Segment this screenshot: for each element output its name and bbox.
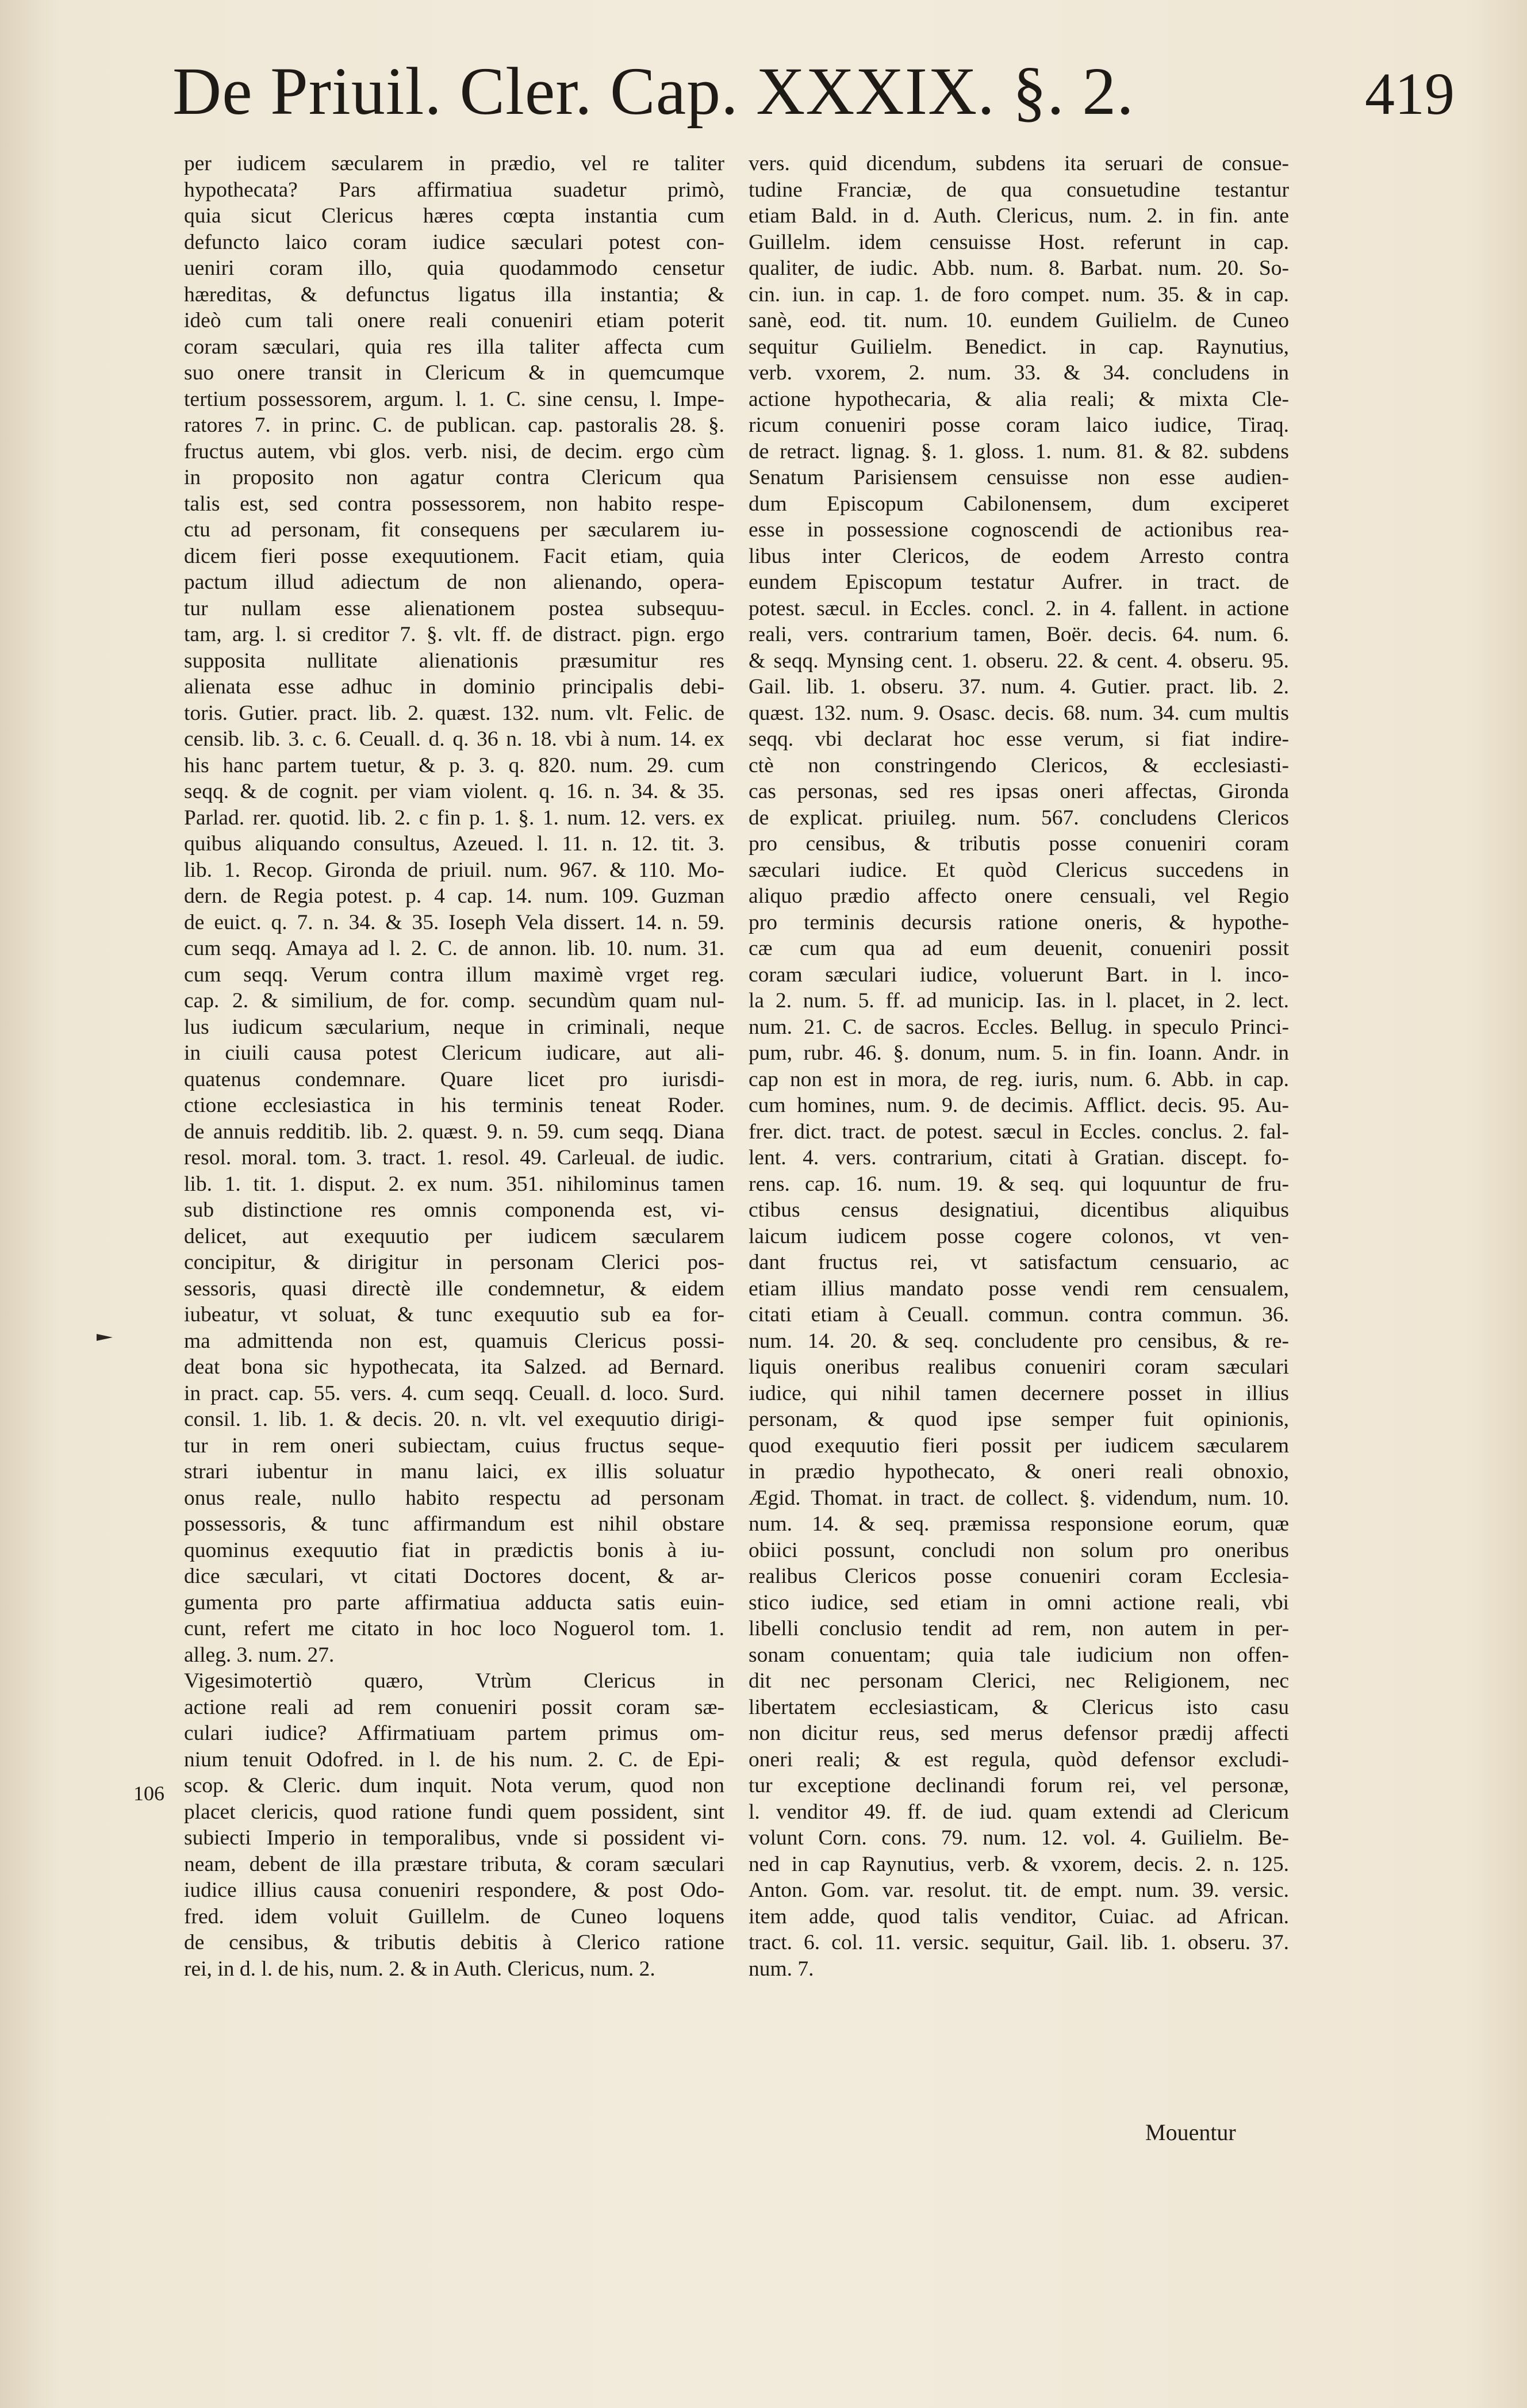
text-line: ctibus census designatiui, dicentibus aliquibus	[749, 1198, 1289, 1222]
text-line: quæst. 132. num. 9. Osasc. decis. 68. num. 34. cum multis	[749, 701, 1289, 725]
text-line: num. 7.	[749, 1957, 814, 1981]
text-line: dit nec personam Clerici, nec Religionem, nec	[749, 1669, 1289, 1693]
text-line: per iudicem sæcularem in prædio, vel re taliter	[184, 152, 724, 175]
text-line: in prædio hypothecato, & oneri reali obnoxio,	[749, 1460, 1289, 1483]
text-line: frer. dict. tract. de potest. sæcul in Eccles. conclus. 2. fal-	[749, 1119, 1289, 1144]
text-line: qualiter, de iudic. Abb. num. 8. Barbat. num. 20. So-	[749, 256, 1289, 280]
text-line: actione reali ad rem conueniri possit coram sæ-	[184, 1695, 724, 1719]
text-line: reali, vers. contrarium tamen, Boër. decis. 64. num. 6.	[749, 623, 1289, 646]
text-line: sæculari iudice. Et quòd Clericus succedens in	[749, 858, 1289, 882]
text-line: in proposito non agatur contra Clericum qua	[184, 466, 724, 489]
text-line: lent. 4. vers. contrarium, citati à Gratian. discept. fo-	[749, 1146, 1289, 1170]
text-line: pro terminis decursis ratione oneris, & hypothe-	[749, 910, 1289, 934]
text-line: scop. & Cleric. dum inquit. Nota verum, quod non	[184, 1774, 724, 1797]
text-line: supposita nullitate alienationis præsumitur res	[184, 649, 724, 673]
right-text-column	[749, 151, 1289, 1982]
left-text-column	[184, 151, 724, 1982]
text-line: cæ cum qua ad eum deuenit, conueniri possit	[749, 937, 1289, 960]
text-line: cap non est in mora, de reg. iuris, num. 6. Abb. in cap.	[749, 1067, 1289, 1091]
text-line: sessoris, quasi directè ille condemnetur, & eidem	[184, 1276, 724, 1301]
text-line: stico iudice, sed etiam in omni actione reali, vbi	[749, 1590, 1289, 1615]
text-line: laicum iudicem posse cogere colonos, vt ven-	[749, 1224, 1289, 1248]
text-line: Senatum Parisiensem censuisse non esse audien-	[749, 466, 1289, 489]
text-line: liquis oneribus realibus conueniri coram sæculari	[749, 1355, 1289, 1379]
text-line: & seqq. Mynsing cent. 1. obseru. 22. & cent. 4. obseru. 95.	[749, 649, 1289, 673]
text-line: volunt Corn. cons. 79. num. 12. vol. 4. Guilielm. Be-	[749, 1826, 1289, 1850]
text-line: quatenus condemnare. Quare licet pro iurisdi-	[184, 1067, 724, 1091]
text-line: obiici possunt, concludi non solum pro oneribus	[749, 1538, 1289, 1562]
text-line: subiecti Imperio in temporalibus, vnde si possident vi-	[184, 1826, 724, 1850]
text-line: tertium possessorem, argum. l. 1. C. sine censu, l. Impe-	[184, 387, 724, 411]
text-line: neam, debent de illa præstare tributa, & coram sæculari	[184, 1852, 724, 1876]
text-line: coram sæculari, quia res illa taliter affecta cum	[184, 335, 724, 359]
page-number: 419	[1365, 61, 1455, 127]
text-line: placet clericis, quod ratione fundi quem possident, sint	[184, 1800, 724, 1824]
text-line: deat bona sic hypothecata, ita Salzed. ad Bernard.	[184, 1355, 724, 1379]
text-line: vers. quid dicendum, subdens ita seruari de consue-	[749, 152, 1289, 175]
text-line: libertatem ecclesiasticam, & Clericus isto casu	[749, 1695, 1289, 1719]
text-line: libus inter Clericos, de eodem Arresto contra	[749, 544, 1289, 568]
text-line: etiam illius mandato posse vendi rem censualem,	[749, 1276, 1289, 1301]
text-line: citati etiam à Ceuall. commun. contra commun. 36.	[749, 1303, 1289, 1326]
text-line: tur in rem oneri subiectam, cuius fructus seque-	[184, 1433, 724, 1458]
text-line: alienata esse adhuc in dominio principalis debi-	[184, 675, 724, 699]
page-header	[172, 53, 1455, 144]
text-line: de explicat. priuileg. num. 567. concludens Clericos	[749, 806, 1289, 830]
text-line: oneri reali; & est regula, quòd defensor excludi-	[749, 1747, 1289, 1772]
text-line: cas personas, sed res ipsas oneri affectas, Gironda	[749, 780, 1289, 803]
text-line: esse in possessione cognoscendi de actionibus rea-	[749, 518, 1289, 542]
text-line: concipitur, & dirigitur in personam Clerici pos-	[184, 1251, 724, 1274]
text-line: iubeatur, vt soluat, & tunc exequutio sub ea for-	[184, 1303, 724, 1326]
text-line: consil. 1. lib. 1. & decis. 20. n. vlt. vel exequutio dirigi-	[184, 1408, 724, 1431]
text-line: sonam conuentam; quia tale iudicium non offen-	[749, 1643, 1289, 1667]
text-line: fred. idem voluit Guillelm. de Cuneo loquens	[184, 1904, 724, 1928]
text-line: ctione ecclesiastica in his terminis teneat Roder.	[184, 1094, 724, 1117]
text-line: rens. cap. 16. num. 19. & seq. qui loquuntur de fru-	[749, 1172, 1289, 1196]
text-line: defuncto laico coram iudice sæculari potest con-	[184, 230, 724, 254]
text-line: cin. iun. in cap. 1. de foro compet. num. 35. & in cap.	[749, 282, 1289, 306]
text-line: Parlad. rer. quotid. lib. 2. c fin p. 1. §. 1. num. 12. vers. ex	[184, 806, 724, 830]
text-line: non dicitur reus, sed merus defensor prædij affecti	[749, 1721, 1289, 1745]
text-line: cum seqq. Verum contra illum maximè vrget reg.	[184, 963, 724, 987]
text-line: num. 14. 20. & seq. concludente pro censibus, & re-	[749, 1329, 1289, 1353]
text-line: lib. 1. Recop. Gironda de priuil. num. 967. & 110. Mo-	[184, 858, 724, 882]
text-line: aliquo prædio affecto onere censuali, vel Regio	[749, 884, 1289, 908]
text-line: tur nullam esse alienationem postea subsequu-	[184, 596, 724, 620]
text-line: his hanc partem tuetur, & p. 3. q. 820. num. 29. cum	[184, 753, 724, 777]
text-line: alleg. 3. num. 27.	[184, 1643, 335, 1667]
text-line: realibus Clericos posse conueniri coram Ecclesia-	[749, 1565, 1289, 1588]
text-line: censib. lib. 3. c. 6. Ceuall. d. q. 36 n. 18. vbi à num. 14. ex	[184, 727, 724, 751]
text-line: possessoris, & tunc affirmandum est nihil obstare	[184, 1512, 724, 1536]
text-line: quod exequutio fieri possit per iudicem sæcularem	[749, 1433, 1289, 1458]
text-line: hæreditas, & defunctus ligatus illa instantia; &	[184, 282, 724, 306]
text-line: l. venditor 49. ff. de iud. quam extendi ad Clericum	[749, 1800, 1289, 1824]
text-line: dern. de Regia potest. p. 4 cap. 14. num. 109. Guzman	[184, 884, 724, 908]
text-line: talis est, sed contra possessorem, non habito respe-	[184, 492, 724, 516]
text-line: tract. 6. col. 11. versic. sequitur, Gail. lib. 1. obseru. 37.	[749, 1931, 1289, 1954]
margin-section-number: 106	[133, 1782, 164, 1805]
text-line: num. 14. & seq. præmissa responsione eorum, quæ	[749, 1512, 1289, 1536]
text-line: toris. Gutier. pract. lib. 2. quæst. 132. num. vlt. Felic. de	[184, 701, 724, 725]
text-line: pactum illud adiectum de non alienando, opera-	[184, 570, 724, 594]
text-line: etiam Bald. in d. Auth. Clericus, num. 2. in fin. ante	[749, 204, 1289, 228]
text-line: pro censibus, & tributis posse conueniri coram	[749, 832, 1289, 856]
text-line: quia sicut Clericus hæres cœpta instantia cum	[184, 204, 724, 228]
text-line: de euict. q. 7. n. 34. & 35. Ioseph Vela dissert. 14. n. 59.	[184, 910, 724, 934]
text-line: cunt, refert me citato in hoc loco Noguerol tom. 1.	[184, 1617, 724, 1640]
running-title: De Priuil. Cler. Cap. XXXIX. §. 2.	[172, 53, 1134, 129]
text-line: la 2. num. 5. ff. ad municip. Ias. in l. placet, in 2. lect.	[749, 989, 1289, 1013]
text-line: ratores 7. in princ. C. de publican. cap. pastoralis 28. §.	[184, 413, 724, 437]
text-line: de censibus, & tributis debitis à Clerico ratione	[184, 1931, 724, 1954]
text-line: rei, in d. l. de his, num. 2. & in Auth. Clericus, num. 2.	[184, 1957, 655, 1981]
text-line: tam, arg. l. si creditor 7. §. vlt. ff. de distract. pign. ergo	[184, 623, 724, 646]
text-line: tudine Franciæ, de qua consuetudine testantur	[749, 178, 1289, 202]
text-line: suo onere transit in Clericum & in quemcumque	[184, 361, 724, 385]
text-line: onus reale, nullo habito respectu ad personam	[184, 1486, 724, 1510]
text-line: culari iudice? Affirmatiuam partem primus om-	[184, 1721, 724, 1745]
text-line: delicet, aut exequutio per iudicem sæcularem	[184, 1224, 724, 1248]
text-line: in pract. cap. 55. vers. 4. cum seqq. Ceuall. d. loco. Surd.	[184, 1381, 724, 1405]
text-line: seqq. & de cognit. per viam violent. q. 16. n. 34. & 35.	[184, 780, 724, 803]
text-line: ctè non constringendo Clericos, & ecclesiasti-	[749, 753, 1289, 777]
text-line: de annuis redditib. lib. 2. quæst. 9. n. 59. cum seqq. Diana	[184, 1119, 724, 1144]
text-line: item adde, quod talis venditor, Cuiac. ad African.	[749, 1904, 1289, 1928]
text-line: ricum conueniri posse coram laico iudice, Tiraq.	[749, 413, 1289, 437]
text-line: Guillelm. idem censuisse Host. referunt in cap.	[749, 230, 1289, 254]
text-line: potest. sæcul. in Eccles. concl. 2. in 4. fallent. in actione	[749, 596, 1289, 620]
text-line: ueniri coram illo, quia quodammodo censetur	[184, 256, 724, 280]
text-line: de retract. lignag. §. 1. gloss. 1. num. 81. & 82. subdens	[749, 439, 1289, 463]
text-line: cum homines, num. 9. de decimis. Afflict. decis. 95. Au-	[749, 1094, 1289, 1117]
text-line: sub distinctione res omnis componenda est, vi-	[184, 1198, 724, 1222]
text-line: actione hypothecaria, & alia reali; & mixta Cle-	[749, 387, 1289, 411]
text-line: verb. vxorem, 2. num. 33. & 34. concludens in	[749, 361, 1289, 385]
text-line: dant fructus rei, vt satisfactum censuario, ac	[749, 1251, 1289, 1274]
text-line: coram sæculari iudice, voluerunt Bart. in l. inco-	[749, 963, 1289, 987]
text-line: cap. 2. & similium, de for. comp. secundùm quam nul-	[184, 989, 724, 1013]
text-line: dum Episcopum Cabilonensem, dum exciperet	[749, 492, 1289, 516]
text-line: seqq. vbi declarat hoc esse verum, si fiat indire-	[749, 727, 1289, 751]
text-line: eundem Episcopum testatur Aufrer. in tract. de	[749, 570, 1289, 594]
text-line: lib. 1. tit. 1. disput. 2. ex num. 351. nihilominus tamen	[184, 1172, 724, 1196]
text-line: iudice, qui nihil tamen decernere posset in illius	[749, 1381, 1289, 1405]
text-line: dicem fieri posse exequutionem. Facit etiam, quia	[184, 544, 724, 568]
text-line: ma admittenda non est, quamuis Clericus possi-	[184, 1329, 724, 1353]
pointing-hand-mark-icon	[95, 1332, 118, 1343]
text-line: iudice illius causa conueniri respondere, & post Odo-	[184, 1878, 724, 1902]
text-line: Gail. lib. 1. obseru. 37. num. 4. Gutier. pract. lib. 2.	[749, 675, 1289, 699]
text-line: cum seqq. Amaya ad l. 2. C. de annon. lib. 10. num. 31.	[184, 937, 724, 960]
text-line: resol. moral. tom. 3. tract. 1. resol. 49. Carleual. de iudic.	[184, 1146, 724, 1170]
text-line: libelli conclusio tendit ad rem, non autem in per-	[749, 1617, 1289, 1640]
text-line: gumenta pro parte affirmatiua adducta satis euin-	[184, 1590, 724, 1615]
text-line: sequitur Guilielm. Benedict. in cap. Raynutius,	[749, 335, 1289, 359]
text-line: Ægid. Thomat. in tract. de collect. §. videndum, num. 10.	[749, 1486, 1289, 1510]
text-line: hypothecata? Pars affirmatiua suadetur primò,	[184, 178, 724, 202]
text-line: tur exceptione declinandi forum rei, vel personæ,	[749, 1774, 1289, 1797]
text-line: dice sæculari, vt citati Doctores docent, & ar-	[184, 1565, 724, 1588]
text-line: ctu ad personam, fit consequens per sæcularem iu-	[184, 518, 724, 542]
text-line: fructus autem, vbi glos. verb. nisi, de decim. ergo cùm	[184, 439, 724, 463]
text-line: num. 21. C. de sacros. Eccles. Bellug. in speculo Princi-	[749, 1015, 1289, 1039]
text-line: pum, rubr. 46. §. donum, num. 5. in fin. Ioann. Andr. in	[749, 1041, 1289, 1065]
text-line: ideò cum tali onere reali conueniri etiam poterit	[184, 309, 724, 332]
text-line: personam, & quod ipse semper fuit opinionis,	[749, 1408, 1289, 1431]
text-line: nium tenuit Odofred. in l. de his num. 2. C. de Epi-	[184, 1747, 724, 1772]
text-line: quibus aliquando consultus, Azeued. l. 11. n. 12. tit. 3.	[184, 832, 724, 856]
text-line: quominus exequutio fiat in prædictis bonis à iu-	[184, 1538, 724, 1562]
text-line: strari iubentur in manu laici, ex illis soluatur	[184, 1460, 724, 1483]
text-line: in ciuili causa potest Clericum iudicare, aut ali-	[184, 1041, 724, 1065]
text-line: lus iudicum sæcularium, neque in criminali, neque	[184, 1015, 724, 1039]
text-line: ned in cap Raynutius, verb. & vxorem, decis. 2. n. 125.	[749, 1852, 1289, 1876]
text-line: sanè, eod. tit. num. 10. eundem Guilielm. de Cuneo	[749, 309, 1289, 332]
catchword: Mouentur	[1145, 2119, 1236, 2145]
text-line: Vigesimotertiò quæro, Vtrùm Clericus in	[184, 1669, 724, 1693]
text-line: Anton. Gom. var. resolut. tit. de empt. num. 39. versic.	[749, 1878, 1289, 1902]
